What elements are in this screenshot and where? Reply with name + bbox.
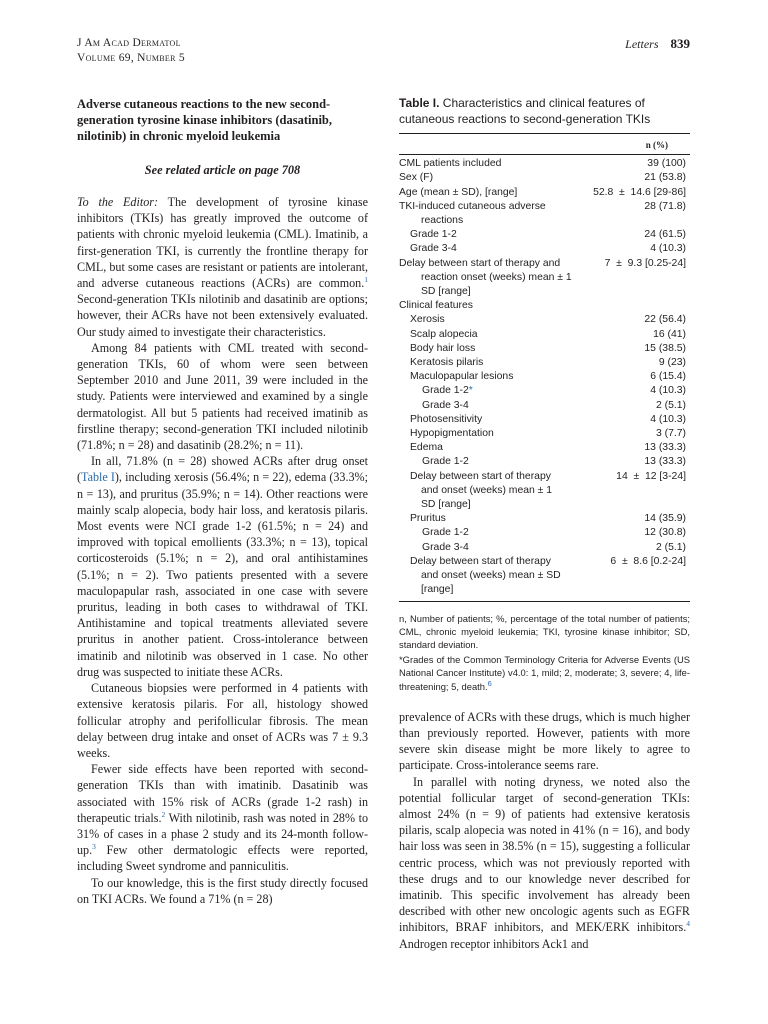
reference-link[interactable]: 3 (92, 842, 96, 852)
table-cell-value: 9 (23) (658, 357, 686, 369)
table-link[interactable]: Table I (81, 470, 115, 485)
table-row (399, 313, 690, 327)
table-row (399, 484, 690, 498)
table-row (399, 399, 690, 413)
table-row (399, 470, 690, 484)
table-cell-label: Keratosis pilaris (410, 357, 484, 369)
running-head-journal (77, 36, 185, 66)
table-cell-label: Age (mean ± SD), [range] (399, 186, 518, 198)
table-row (399, 242, 690, 256)
table-cell-label: SD [range] (421, 286, 471, 298)
characteristics-table (399, 133, 690, 602)
table-cell-label: Grade 1-2 (410, 229, 457, 241)
table-row (399, 569, 690, 583)
table-row (399, 328, 690, 342)
table-row (399, 498, 690, 512)
table-cell-value: 2 (5.1) (655, 399, 686, 411)
article-body-left (77, 194, 368, 907)
table-cell-label: Grade 1-2* (422, 385, 473, 397)
table-row (399, 455, 690, 469)
table-row (399, 200, 690, 214)
table-cell-value: 4 (10.3) (650, 413, 686, 425)
table-cell-value: 7 ± 9.3 [0.25-24] (604, 257, 686, 269)
table-footnote: *Grades of the Common Terminology Criteria for Adverse Events (US National Cancer Institute) v4.0: 1, mild; 2, moderate; 3, severe; 4, life-threatening; 5, death.$^6$ (399, 654, 690, 692)
table-cell-value: 13 (33.3) (644, 442, 686, 454)
right-column (399, 96, 690, 952)
table-cell-label: SD [range] (421, 499, 471, 511)
table-row (399, 299, 690, 313)
reference-link[interactable]: 6 (487, 678, 492, 688)
paragraph: To our knowledge, this is the first study directly focused on TKI ACRs. We found a 71% (n = 28) (77, 875, 368, 906)
paragraph: Cutaneous biopsies were performed in 4 patients with extensive keratosis pilaris. For all, histology showed follicular atrophy and perifollicular fibrosis. The mean delay between drug intake and onset of ACRs was 7 ± 9.3 weeks. (77, 681, 368, 760)
table-cell-label: CML patients included (399, 158, 502, 170)
page-number: 839 (670, 36, 690, 51)
table-cell-value: 12 (30.8) (644, 527, 686, 539)
table-cell-value: 6 ± 8.6 [0.2-24] (610, 555, 686, 567)
table-cell-label: Delay between start of therapy and (399, 257, 561, 269)
paragraph: Among 84 patients with CML treated with second-generation TKIs, 60 of whom were seen between September 2010 and June 2011, 39 were included in the study. Patients were interviewed and examined by a single dermatologist. All but 5 patients had received imatinib as firstline therapy; second-generation TKI included nilotinib (71.8%; n = 28) and dasatinib (28.2%; n = 11). (77, 340, 368, 453)
table-cell-value: 6 (15.4) (650, 371, 686, 383)
table-cell-label: Delay between start of therapy (410, 470, 551, 482)
table-row (399, 214, 690, 228)
table-cell-label: Grade 3-4 (422, 399, 469, 411)
table-row (399, 157, 690, 171)
table-cell-label: Grade 3-4 (410, 243, 457, 255)
table-column-header: n (%) (399, 136, 690, 155)
table-cell-label: Grade 1-2 (422, 527, 469, 539)
paragraph: To the Editor: The development of tyrosine kinase inhibitors (TKIs) has greatly improved the outcome of patients with chronic myeloid leukemia (CML). Imatinib, a first-generation TKI, is currently the frontline therapy for CML, but some cases are resistant or patients are intolerant, and adverse cutaneous reactions (ACRs) are common.$^1$ Second-generation TKIs nilotinib and dasatinib are options; however, their ACRs have not been extensively evaluated. Our study aimed to investigate their characteristics. (77, 195, 368, 339)
table-cell-label: and onset (weeks) mean ± SD (421, 570, 561, 582)
table-row (399, 583, 690, 597)
running-head-page (625, 36, 690, 52)
left-column (77, 96, 368, 907)
footnote-marker[interactable]: * (468, 385, 473, 397)
table-cell-value: 4 (10.3) (650, 385, 686, 397)
table-cell-value: 14 ± 12 [3-24] (616, 470, 686, 482)
paragraph: In parallel with noting dryness, we noted also the potential follicular target of second-generation TKIs: almost 24% (n = 9) of patients had extensive keratosis pilaris, scalp alopecia was noted in 41% (n = 16), and body hair loss was seen in 38.5% (n = 15), suggesting a follicular centric process, which was not previously reported with these drugs and to our knowledge never described for imatinib. This specific involvement has already been described with other new oncologic agents such as EGFR inhibitors, BRAF inhibitors, and MEK/ERK inhibitors.$^4$ Androgen receptor inhibitors Ack1 and (399, 774, 690, 951)
table-row (399, 228, 690, 242)
table-cell-value: 15 (38.5) (644, 342, 686, 354)
table-cell-value: 4 (10.3) (650, 243, 686, 255)
table-row (399, 285, 690, 299)
table-cell-label: Edema (410, 442, 443, 454)
table-cell-label: TKI-induced cutaneous adverse (399, 200, 546, 212)
table-cell-label: Grade 3-4 (422, 541, 469, 553)
paragraph: In all, 71.8% (n = 28) showed ACRs after drug onset (Table I), including xerosis (56.4%; n = 22), edema (33.3%; n = 13), and pruritus (35.9%; n = 14). Other reactions were mainly scalp alopecia, body hair loss, and keratosis pilaris. Most events were NCI grade 1-2 (61.5%; n = 24) and improved with topical emollients (33.3%; n = 13), topical corticosteroids (5.1%; n = 2), and oral antihistamines (5.1%; n = 2). Two patients presented with a severe maculopapular rash, associated in one case with severe pruritus, leading in both cases to withdrawal of TKI. Antihistamine and topical treatments alleviated severe pruritus in another patient. Cross-intolerance between imatinib and nilotinib was observed in 1 case. No other drug was suspected to initiate these ACRs. (77, 454, 368, 679)
table-row (399, 356, 690, 370)
table-cell-value: 24 (61.5) (644, 229, 686, 241)
table-row (399, 370, 690, 384)
reference-link[interactable]: 2 (161, 809, 166, 819)
paragraph: prevalence of ACRs with these drugs, which is much higher than previously reported. However, patients with more severe skin disease might be more likely to agree to participate. Cross-intolerance seems rare. (399, 709, 690, 773)
table-cell-value: 22 (56.4) (644, 314, 686, 326)
table-row (399, 413, 690, 427)
table-cell-value: 39 (100) (647, 158, 686, 170)
table-cell-label: Scalp alopecia (410, 328, 478, 340)
table-label: Table I. (399, 96, 440, 110)
table-cell-label: Photosensitivity (410, 413, 483, 425)
table-cell-value: 28 (71.8) (644, 200, 686, 212)
table-row (399, 555, 690, 569)
table-row (399, 512, 690, 526)
table-cell-label: Grade 1-2 (422, 456, 469, 468)
related-article-link[interactable]: See related article on page 708 (144, 163, 301, 177)
table-footnote: n, Number of patients; %, percentage of the total number of patients; CML, chronic myeloid leukemia; TKI, tyrosine kinase inhibitor; SD, standard deviation. (399, 612, 690, 650)
table-row (399, 342, 690, 356)
table-cell-label: Hypopigmentation (410, 428, 494, 440)
table-cell-value: 21 (53.8) (644, 172, 686, 184)
table-row (399, 384, 690, 398)
section-name: Letters (625, 37, 659, 51)
table-row (399, 526, 690, 540)
article-title: Adverse cutaneous reactions to the new second-generation tyrosine kinase inhibitors (dasatinib, nilotinib) in chronic myeloid leukemia (77, 97, 333, 143)
table-cell-label: Sex (F) (399, 172, 434, 184)
table-row (399, 271, 690, 285)
table-cell-label: reaction onset (weeks) mean ± 1 (421, 271, 572, 283)
paragraph: Fewer side effects have been reported with second-generation TKIs than with imatinib. Dasatinib was associated with 15% risk of ACRs (grade 1-2 rash) in therapeutic trials.$^2$ With nilotinib, rash was noted in 28% to 31% of cases in a phase 2 study and its 24-month follow-up.$^3$ Few other dermatologic effects were reported, including Sweet syndrome and panniculitis. (77, 762, 368, 874)
salutation: To the Editor: (77, 195, 158, 209)
table-cell-value: 52.8 ± 14.6 [29-86] (593, 186, 686, 198)
table-caption: Table I. Characteristics and clinical features of cutaneous reactions to second-generation TKIs (399, 96, 651, 126)
reference-link[interactable]: 1 (364, 274, 368, 284)
table-cell-value: 2 (5.1) (655, 541, 686, 553)
table-cell-label: Pruritus (410, 513, 446, 525)
table-cell-label: and onset (weeks) mean ± 1 (421, 484, 553, 496)
table-row (399, 171, 690, 185)
table-cell-value: 3 (7.7) (655, 428, 686, 440)
table-row (399, 441, 690, 455)
table-cell-label: Clinical features (399, 300, 473, 312)
reference-link[interactable]: 4 (686, 919, 690, 929)
table-cell-label: Delay between start of therapy (410, 555, 551, 567)
article-body-right (399, 709, 690, 952)
table-rows (399, 157, 690, 597)
table-row (399, 427, 690, 441)
journal-volume: Volume 69, Number 5 (77, 52, 185, 64)
table-cell-label: Body hair loss (410, 342, 476, 354)
table-cell-label: [range] (421, 584, 454, 596)
table-cell-label: Xerosis (410, 314, 445, 326)
table-row (399, 541, 690, 555)
table-cell-label: Maculopapular lesions (410, 371, 514, 383)
table-footnotes (399, 612, 690, 693)
table-row (399, 257, 690, 271)
table-cell-value: 16 (41) (653, 328, 686, 340)
table-row (399, 186, 690, 200)
journal-name: J Am Acad Dermatol (77, 37, 181, 49)
table-cell-label: reactions (421, 215, 464, 227)
table-cell-value: 13 (33.3) (644, 456, 686, 468)
table-cell-value: 14 (35.9) (644, 513, 686, 525)
